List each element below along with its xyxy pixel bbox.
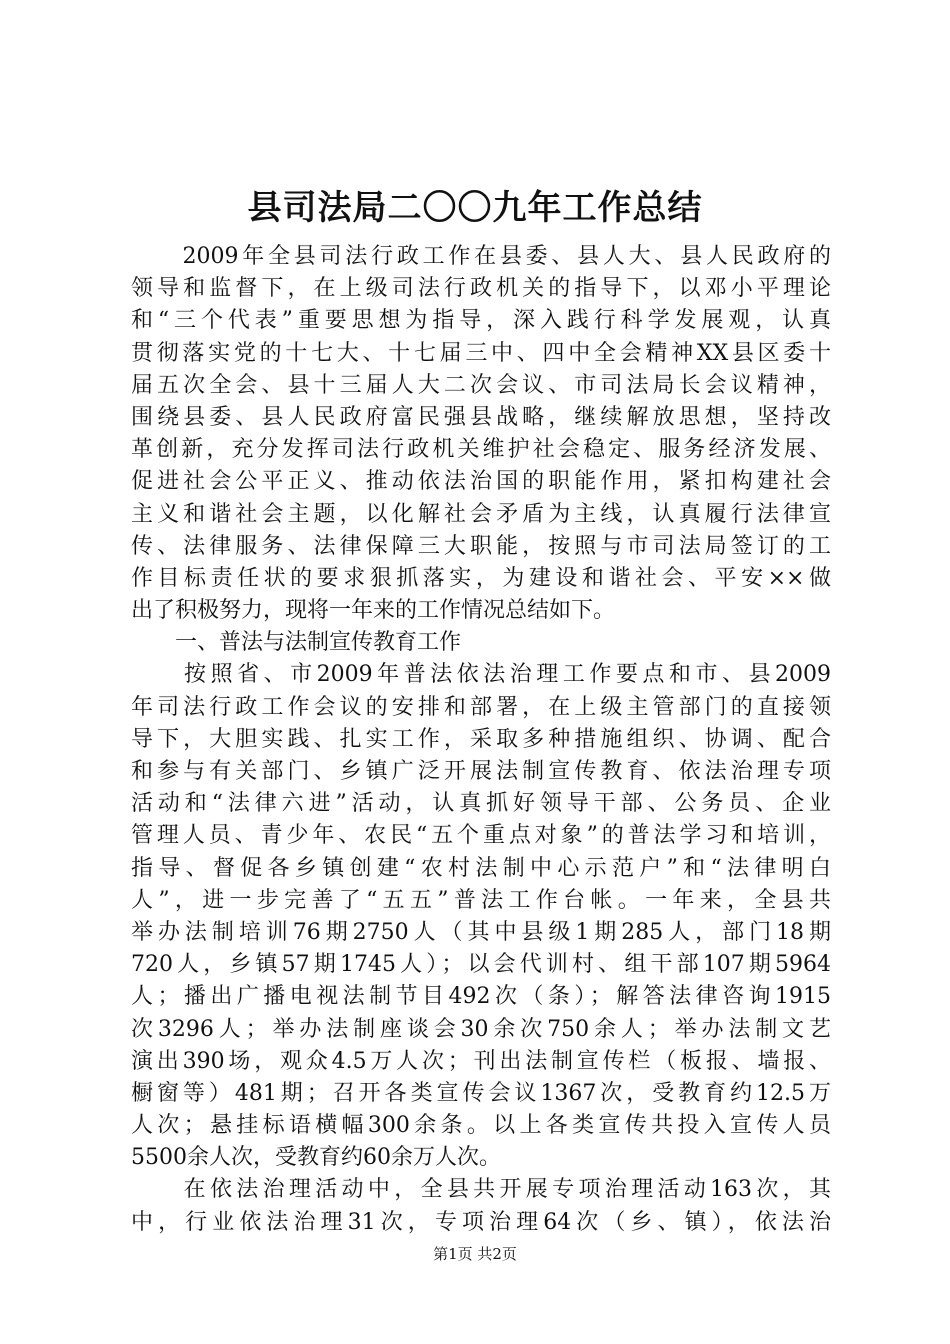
- text-line: 人”，进一步完善了“五五”普法工作台帐。一年来，全县共: [131, 887, 831, 913]
- text-line: 橱窗等）481期；召开各类宣传会议1367次，受教育约12.5万: [131, 1080, 831, 1106]
- document-title: 县司法局二〇〇九年工作总结: [247, 188, 703, 228]
- text-line: 2009年全县司法行政工作在县委、县人大、县人民政府的: [131, 244, 831, 269]
- text-line: 演出390场，观众4.5万人次；刊出法制宣传栏（板报、墙报、: [131, 1048, 831, 1074]
- text-line: 导下，大胆实践、扎实工作，采取多种措施组织、协调、配合: [131, 726, 831, 752]
- text-line: 年司法行政工作会议的安排和部署，在上级主管部门的直接领: [131, 694, 831, 720]
- text-line: 5500余人次，受教育约60余万人次。: [131, 1145, 501, 1171]
- text-line: 指导、督促各乡镇创建“农村法制中心示范户”和“法律明白: [131, 855, 831, 881]
- text-line: 人；播出广播电视法制节目492次（条）；解答法律咨询1915: [131, 984, 831, 1010]
- text-line: 主义和谐社会主题，以化解社会矛盾为主线，认真履行法律宣: [131, 501, 831, 527]
- document-body: [131, 241, 831, 1239]
- text-line: 革创新，充分发挥司法行政机关维护社会稳定、服务经济发展、: [131, 437, 831, 463]
- page-footer: 第1页 共2页: [433, 1245, 517, 1263]
- text-line: 作目标责任状的要求狠抓落实，为建设和谐社会、平安××做: [131, 565, 831, 591]
- text-line: 一、普法与法制宣传教育工作: [131, 630, 462, 656]
- text-line: 贯彻落实党的十七大、十七届三中、四中全会精神XX县区委十: [131, 340, 831, 366]
- text-line: 举办法制培训76期2750人（其中县级1期285人，部门18期: [131, 919, 831, 945]
- text-line: 中，行业依法治理31次，专项治理64次（乡、镇），依法治: [131, 1209, 831, 1235]
- text-line: 领导和监督下，在上级司法行政机关的指导下，以邓小平理论: [131, 276, 831, 302]
- text-line: 和“三个代表”重要思想为指导，深入践行科学发展观，认真: [131, 308, 831, 334]
- text-line: 720人，乡镇57期1745人）；以会代训村、组干部107期5964: [131, 952, 831, 978]
- text-line: 围绕县委、县人民政府富民强县战略，继续解放思想，坚持改: [131, 404, 831, 430]
- text-line: 促进社会公平正义、推动依法治国的职能作用，紧扣构建社会: [131, 469, 831, 495]
- text-line: 次3296人；举办法制座谈会30余次750余人；举办法制文艺: [131, 1016, 831, 1042]
- text-line: 传、法律服务、法律保障三大职能，按照与市司法局签订的工: [131, 533, 831, 559]
- text-line: 出了积极努力，现将一年来的工作情况总结如下。: [131, 598, 616, 624]
- text-line: 和参与有关部门、乡镇广泛开展法制宣传教育、依法治理专项: [131, 759, 831, 784]
- text-line: 管理人员、青少年、农民“五个重点对象”的普法学习和培训，: [131, 823, 831, 849]
- text-line: 人次；悬挂标语横幅300余条。以上各类宣传共投入宣传人员: [131, 1113, 831, 1139]
- text-line: 届五次全会、县十三届人大二次会议、市司法局长会议精神，: [131, 372, 831, 398]
- text-line: 按照省、市2009年普法依法治理工作要点和市、县2009: [131, 662, 831, 688]
- text-line: 活动和“法律六进”活动，认真抓好领导干部、公务员、企业: [131, 791, 831, 817]
- text-line: 在依法治理活动中，全县共开展专项治理活动163次，其: [131, 1177, 831, 1203]
